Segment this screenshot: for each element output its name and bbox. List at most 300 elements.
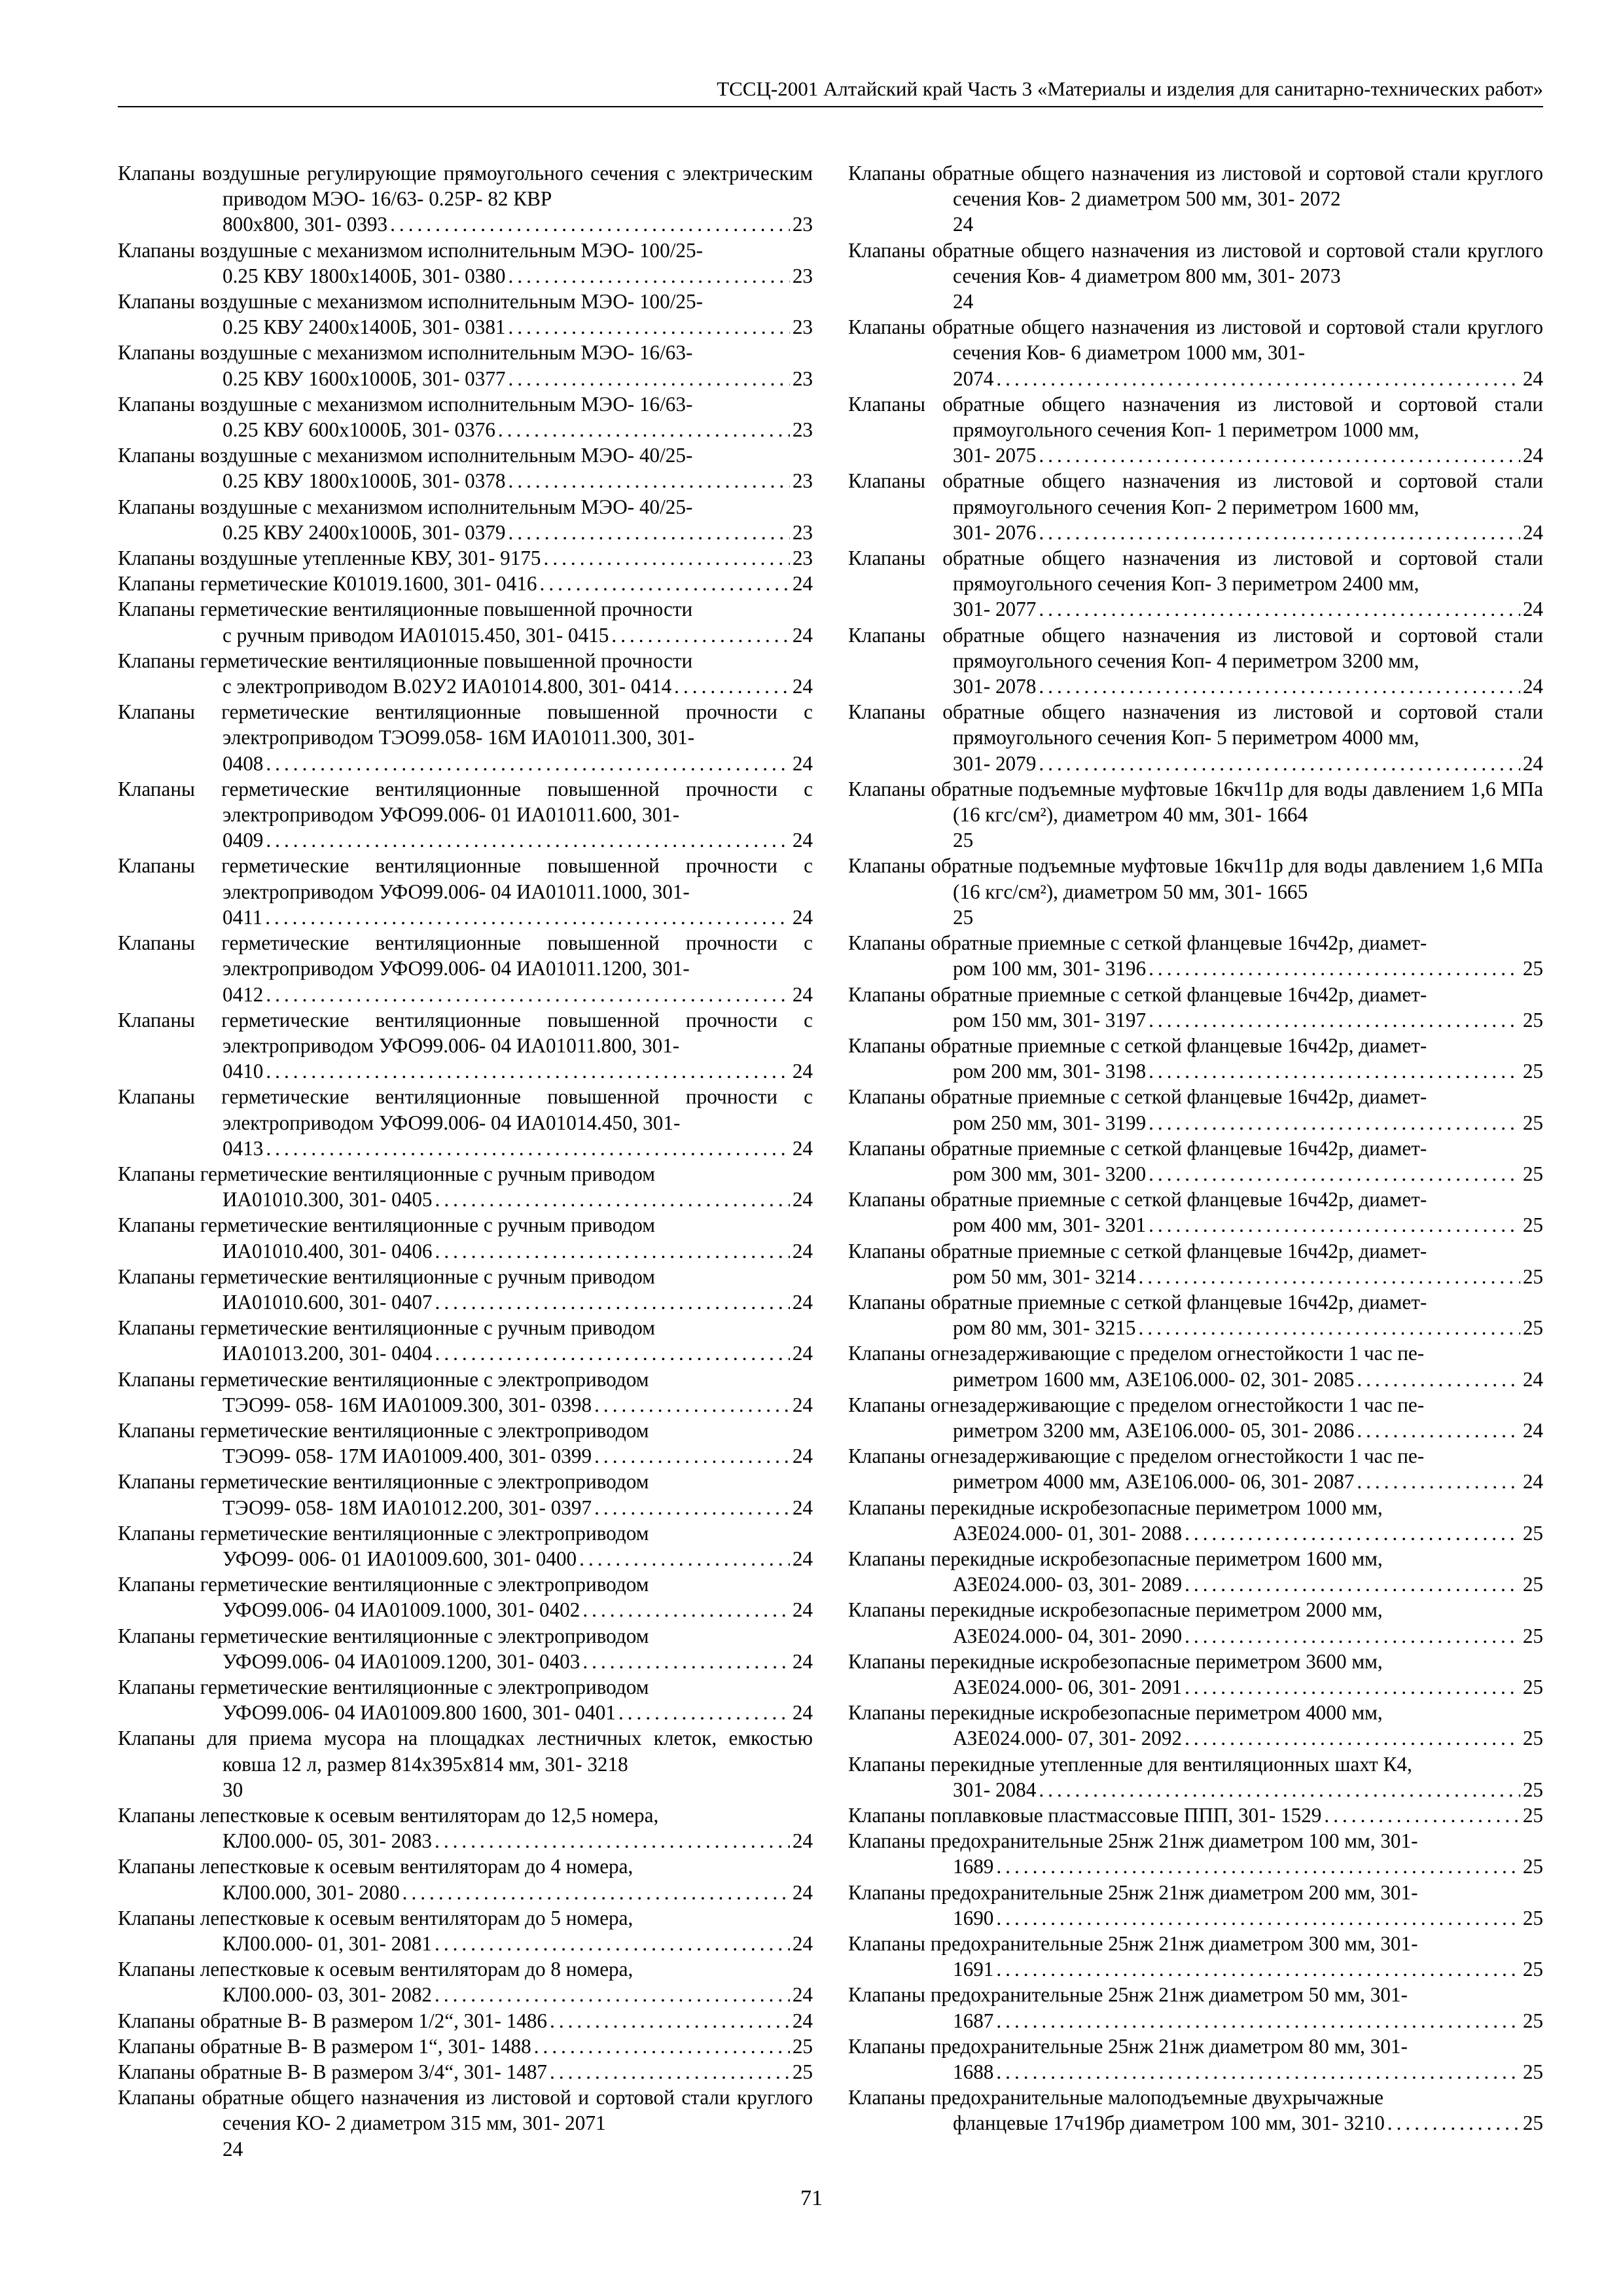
entry-page-number: 25 bbox=[1522, 1855, 1543, 1878]
entry-text: Клапаны герметические вентиляционные с электроприводом bbox=[118, 1675, 649, 1698]
dot-leader bbox=[1185, 1520, 1520, 1546]
dot-leader bbox=[1357, 1469, 1520, 1494]
entry-text: Клапаны обратные общего назначения из листовой и сортовой стали круглого сечения Ков- 6 диаметром 1000 мм, 301- bbox=[848, 315, 1543, 365]
entry-text: Клапаны герметические вентиляционные с электроприводом bbox=[118, 1521, 649, 1545]
entry-text-tail: КЛ00.000- 05, 301- 2083 bbox=[223, 1829, 433, 1853]
dot-leader bbox=[996, 2008, 1520, 2034]
entry-text: Клапаны предохранительные 25нж 21нж диаметром 50 мм, 301- bbox=[848, 1983, 1408, 2007]
entry-text: Клапаны герметические вентиляционные повышенной прочности с электроприводом УФО99.006- 04 ИА01011.800, 301- bbox=[118, 1008, 813, 1057]
entry-text-tail: 1689 bbox=[953, 1855, 994, 1878]
entry-page-number: 24 bbox=[1522, 520, 1543, 544]
entry-text-tail: 0.25 КВУ 600х1000Б, 301- 0376 bbox=[223, 418, 495, 442]
entry-page-number: 24 bbox=[953, 290, 974, 314]
dot-leader bbox=[1139, 1264, 1520, 1289]
index-entry bbox=[118, 776, 813, 853]
index-entry bbox=[118, 1469, 813, 1520]
entry-text: Клапаны огнезадерживающие с пределом огнестойкости 1 час пе- bbox=[848, 1393, 1425, 1416]
entry-text: Клапаны обратные приемные с сеткой фланцевые 16ч42р, диамет- bbox=[848, 1136, 1427, 1160]
entry-text: Клапаны герметические вентиляционные с электроприводом bbox=[118, 1573, 649, 1596]
dot-leader bbox=[674, 673, 790, 699]
entry-text-tail: 301- 2084 bbox=[953, 1778, 1037, 1801]
index-entry bbox=[848, 2085, 1543, 2136]
entry-text: Клапаны воздушные с механизмом исполнительным МЭО- 40/25- bbox=[118, 495, 693, 518]
entry-text-tail: УФО99- 006- 01 ИА01009.600, 301- 0400 bbox=[223, 1547, 577, 1570]
entry-text-tail: ром 150 мм, 301- 3197 bbox=[953, 1008, 1147, 1031]
entry-text-tail: риметром 4000 мм, АЗЕ106.000- 06, 301- 2087 bbox=[953, 1470, 1355, 1494]
entry-page-number: 30 bbox=[223, 1778, 243, 1801]
entry-page-number: 24 bbox=[1522, 367, 1543, 390]
dot-leader bbox=[265, 905, 790, 930]
index-entry bbox=[848, 699, 1543, 776]
dot-leader bbox=[594, 1392, 790, 1418]
dot-leader bbox=[1357, 1367, 1520, 1392]
entry-page-number: 24 bbox=[792, 1932, 813, 1956]
index-entry bbox=[848, 982, 1543, 1033]
entry-page-number: 24 bbox=[792, 1342, 813, 1365]
entry-page-number: 23 bbox=[792, 418, 813, 442]
entry-text: Клапаны герметические вентиляционные с электроприводом bbox=[118, 1470, 649, 1494]
entry-page-number: 24 bbox=[792, 1393, 813, 1416]
index-entry bbox=[848, 160, 1543, 238]
dot-leader bbox=[1039, 442, 1520, 468]
entry-text-tail: АЗЕ024.000- 06, 301- 2091 bbox=[953, 1675, 1183, 1698]
entry-text: Клапаны обратные подъемные муфтовые 16кч11р для воды давлением 1,6 МПа (16 кгс/см²), диаметром 40 мм, 301- 1664 bbox=[848, 777, 1543, 827]
dot-leader bbox=[618, 1700, 790, 1725]
page-number: 71 bbox=[800, 2186, 823, 2210]
dot-leader bbox=[1185, 1725, 1520, 1751]
dot-leader bbox=[390, 211, 790, 237]
entry-text: Клапаны обратные общего назначения из листовой и сортовой стали круглого сечения Ков- 4 диаметром 800 мм, 301- 2073 bbox=[848, 238, 1543, 287]
entry-text-tail: 0410 bbox=[223, 1060, 264, 1083]
entry-text-tail: фланцевые 17ч19бр диаметром 100 мм, 301- 3210 bbox=[953, 2111, 1385, 2135]
entry-page-number: 25 bbox=[1522, 1162, 1543, 1185]
dot-leader bbox=[266, 827, 789, 853]
dot-leader bbox=[435, 1187, 790, 1212]
entry-text: Клапаны воздушные регулирующие прямоугольного сечения с электрическим приводом МЭО- 16/63- 0.25Р- 82 КВР bbox=[118, 162, 813, 211]
index-entry bbox=[118, 494, 813, 545]
entry-text: Клапаны перекидные искробезопасные периметром 4000 мм, bbox=[848, 1701, 1383, 1725]
entry-page-number: 24 bbox=[792, 1880, 813, 1904]
page-header bbox=[118, 71, 1543, 107]
index-entry bbox=[118, 930, 813, 1007]
entry-text: Клапаны предохранительные 25нж 21нж диаметром 200 мм, 301- bbox=[848, 1880, 1418, 1904]
dot-leader bbox=[544, 545, 790, 571]
entry-text: Клапаны обратные общего назначения из листовой и сортовой стали прямоугольного сечения Коп- 5 периметром 4000 мм, bbox=[848, 700, 1543, 749]
index-entry bbox=[848, 1649, 1543, 1700]
entry-page-number: 25 bbox=[1522, 1727, 1543, 1750]
entry-text-tail: Клапаны обратные В- В размером 1“, 301- 1488 bbox=[118, 2034, 531, 2058]
entry-text: Клапаны для приема мусора на площадках лестничных клеток, емкостью ковша 12 л, размер 814х395х814 мм, 301- 3218 bbox=[118, 1727, 813, 1776]
dot-leader bbox=[582, 1597, 789, 1623]
entry-page-number: 25 bbox=[1522, 2111, 1543, 2135]
index-entry bbox=[848, 1880, 1543, 1931]
dot-leader bbox=[996, 1905, 1520, 1931]
entry-text-tail: риметром 1600 мм, АЗЕ106.000- 02, 301- 2085 bbox=[953, 1367, 1355, 1391]
dot-leader bbox=[594, 1495, 790, 1520]
entry-text: Клапаны герметические вентиляционные повышенной прочности с электроприводом УФО99.006- 04 ИА01011.1000, 301- bbox=[118, 854, 813, 903]
entry-text: Клапаны перекидные искробезопасные периметром 1600 мм, bbox=[848, 1547, 1383, 1570]
index-entry bbox=[848, 622, 1543, 700]
entry-page-number: 24 bbox=[1522, 1470, 1543, 1494]
entry-text: Клапаны обратные общего назначения из листовой и сортовой стали круглого сечения Ков- 2 диаметром 500 мм, 301- 2072 bbox=[848, 162, 1543, 211]
entry-text-tail: АЗЕ024.000- 04, 301- 2090 bbox=[953, 1624, 1183, 1647]
index-entry bbox=[118, 2085, 813, 2162]
index-entry bbox=[118, 391, 813, 442]
entry-page-number: 25 bbox=[1522, 1675, 1543, 1698]
entry-page-number: 24 bbox=[792, 1060, 813, 1083]
entry-text-tail: с ручным приводом ИА01015.450, 301- 0415 bbox=[223, 623, 609, 647]
entry-page-number: 25 bbox=[1522, 1316, 1543, 1340]
entry-text: Клапаны предохранительные 25нж 21нж диаметром 100 мм, 301- bbox=[848, 1829, 1418, 1853]
dot-leader bbox=[435, 1828, 790, 1854]
dot-leader bbox=[550, 2008, 790, 2034]
index-entry bbox=[848, 1289, 1543, 1340]
entry-text: Клапаны герметические вентиляционные с ручным приводом bbox=[118, 1316, 655, 1340]
entry-text: Клапаны герметические вентиляционные с электроприводом bbox=[118, 1367, 649, 1391]
entry-text: Клапаны герметические вентиляционные повышенной прочности bbox=[118, 649, 693, 672]
dot-leader bbox=[996, 1956, 1520, 1982]
dot-leader bbox=[611, 622, 789, 648]
entry-text: Клапаны лепестковые к осевым вентиляторам до 4 номера, bbox=[118, 1855, 633, 1878]
index-entry bbox=[118, 1674, 813, 1725]
entry-text: Клапаны обратные общего назначения из листовой и сортовой стали прямоугольного сечения Коп- 3 периметром 2400 мм, bbox=[848, 547, 1543, 596]
entry-page-number: 25 bbox=[1522, 1624, 1543, 1647]
entry-text-tail: 800х800, 301- 0393 bbox=[223, 213, 388, 236]
entry-page-number: 24 bbox=[792, 982, 813, 1006]
entry-text-tail: КЛ00.000- 03, 301- 2082 bbox=[223, 1983, 433, 2007]
entry-text-tail: ТЭО99- 058- 18М ИА01012.200, 301- 0397 bbox=[223, 1496, 592, 1519]
dot-leader bbox=[579, 1546, 790, 1571]
dot-leader bbox=[266, 751, 789, 776]
entry-text: Клапаны воздушные с механизмом исполнительным МЭО- 16/63- bbox=[118, 392, 693, 416]
index-column-right bbox=[848, 160, 1543, 2136]
entry-page-number: 25 bbox=[1522, 1573, 1543, 1596]
entry-text-tail: ром 100 мм, 301- 3196 bbox=[953, 957, 1147, 980]
dot-leader bbox=[435, 1982, 790, 2007]
entry-text: Клапаны герметические вентиляционные с электроприводом bbox=[118, 1624, 649, 1647]
entry-text-tail: КЛ00.000- 01, 301- 2081 bbox=[223, 1932, 433, 1956]
entry-text-tail: 1687 bbox=[953, 2009, 994, 2032]
dot-leader bbox=[1324, 1803, 1520, 1828]
dot-leader bbox=[996, 2059, 1520, 2085]
entry-text: Клапаны герметические вентиляционные с ручным приводом bbox=[118, 1265, 655, 1288]
entry-text: Клапаны герметические вентиляционные с электроприводом bbox=[118, 1418, 649, 1442]
entry-text: Клапаны обратные приемные с сеткой фланцевые 16ч42р, диамет- bbox=[848, 1085, 1427, 1109]
index-entry bbox=[118, 1418, 813, 1469]
dot-leader bbox=[996, 366, 1520, 391]
entry-page-number: 25 bbox=[1522, 957, 1543, 980]
entry-text-tail: Клапаны обратные В- В размером 3/4“, 301- 1487 bbox=[118, 2060, 548, 2084]
index-entry bbox=[118, 1161, 813, 1212]
dot-leader bbox=[1039, 596, 1520, 622]
entry-text: Клапаны воздушные с механизмом исполнительным МЭО- 100/25- bbox=[118, 290, 703, 314]
entry-page-number: 25 bbox=[1522, 1008, 1543, 1031]
entry-page-number: 24 bbox=[792, 1496, 813, 1519]
dot-leader bbox=[266, 1136, 789, 1161]
entry-text-tail: ИА01010.400, 301- 0406 bbox=[223, 1239, 433, 1263]
entry-page-number: 24 bbox=[792, 623, 813, 647]
index-entry bbox=[848, 1751, 1543, 1803]
index-entry bbox=[848, 1340, 1543, 1391]
index-entry bbox=[848, 1187, 1543, 1238]
dot-leader bbox=[534, 2034, 790, 2059]
entry-text: Клапаны предохранительные малоподъемные двухрычажные bbox=[848, 2086, 1383, 2109]
entry-page-number: 24 bbox=[792, 572, 813, 596]
entry-page-number: 23 bbox=[792, 547, 813, 570]
index-entry bbox=[848, 1931, 1543, 1982]
entry-page-number: 24 bbox=[1522, 444, 1543, 467]
entry-text: Клапаны обратные общего назначения из листовой и сортовой стали круглого сечения КО- 2 диаметром 315 мм, 301- 2071 bbox=[118, 2086, 813, 2135]
entry-page-number: 25 bbox=[792, 2034, 813, 2058]
entry-text-tail: риметром 3200 мм, АЗЕ106.000- 05, 301- 2086 bbox=[953, 1418, 1355, 1442]
dot-leader bbox=[498, 417, 790, 442]
entry-text: Клапаны обратные приемные с сеткой фланцевые 16ч42р, диамет- bbox=[848, 1188, 1427, 1211]
entry-text-tail: КЛ00.000, 301- 2080 bbox=[223, 1880, 400, 1904]
entry-page-number: 24 bbox=[953, 213, 974, 236]
dot-leader bbox=[435, 1340, 790, 1366]
entry-text-tail: УФО99.006- 04 ИА01009.1200, 301- 0403 bbox=[223, 1649, 580, 1673]
dot-leader bbox=[508, 263, 790, 289]
index-entry bbox=[118, 1084, 813, 1161]
index-entry bbox=[848, 853, 1543, 930]
dot-leader bbox=[435, 1238, 790, 1264]
entry-page-number: 24 bbox=[792, 1547, 813, 1570]
entry-text-tail: ИА01013.200, 301- 0404 bbox=[223, 1342, 433, 1365]
entry-page-number: 25 bbox=[1522, 1111, 1543, 1134]
entry-text-tail: 2074 bbox=[953, 367, 994, 390]
dot-leader bbox=[435, 1289, 790, 1315]
index-entry bbox=[118, 1803, 813, 1854]
index-entry bbox=[118, 1623, 813, 1674]
index-entry bbox=[848, 314, 1543, 391]
index-entry bbox=[118, 1315, 813, 1366]
entry-page-number: 24 bbox=[792, 1598, 813, 1622]
index-entry bbox=[848, 1136, 1543, 1187]
entry-text-tail: 301- 2078 bbox=[953, 675, 1037, 698]
entry-page-number: 24 bbox=[792, 1188, 813, 1211]
entry-page-number: 24 bbox=[792, 1444, 813, 1468]
entry-text: Клапаны обратные приемные с сеткой фланцевые 16ч42р, диамет- bbox=[848, 931, 1427, 955]
entry-page-number: 24 bbox=[223, 2137, 243, 2161]
dot-leader bbox=[1039, 1777, 1520, 1803]
index-entry bbox=[848, 930, 1543, 981]
dot-leader bbox=[1139, 1315, 1520, 1340]
entry-text: Клапаны предохранительные 25нж 21нж диаметром 80 мм, 301- bbox=[848, 2034, 1408, 2058]
entry-page-number: 24 bbox=[792, 1829, 813, 1853]
entry-text: Клапаны герметические вентиляционные повышенной прочности с электроприводом ТЭО99.058- 16М ИА01011.300, 301- bbox=[118, 700, 813, 749]
entry-text: Клапаны огнезадерживающие с пределом огнестойкости 1 час пе- bbox=[848, 1342, 1425, 1365]
entry-text: Клапаны обратные общего назначения из листовой и сортовой стали прямоугольного сечения Коп- 1 периметром 1000 мм, bbox=[848, 392, 1543, 442]
entry-page-number: 24 bbox=[1522, 1367, 1543, 1391]
entry-text-tail: Клапаны воздушные утепленные КВУ, 301- 9175 bbox=[118, 547, 541, 570]
entry-text: Клапаны воздушные с механизмом исполнительным МЭО- 100/25- bbox=[118, 238, 703, 262]
entry-text: Клапаны перекидные искробезопасные периметром 3600 мм, bbox=[848, 1649, 1383, 1673]
entry-text-tail: Клапаны герметические К01019.1600, 301- 0416 bbox=[118, 572, 537, 596]
index-entry bbox=[848, 1495, 1543, 1546]
index-entry bbox=[118, 340, 813, 391]
entry-text: Клапаны обратные приемные с сеткой фланцевые 16ч42р, диамет- bbox=[848, 982, 1427, 1006]
entry-text-tail: 301- 2075 bbox=[953, 444, 1037, 467]
entry-text-tail: 1690 bbox=[953, 1906, 994, 1929]
entry-text-tail: АЗЕ024.000- 07, 301- 2092 bbox=[953, 1727, 1183, 1750]
entry-text-tail: ром 250 мм, 301- 3199 bbox=[953, 1111, 1147, 1134]
entry-page-number: 25 bbox=[1522, 2060, 1543, 2084]
index-entry bbox=[118, 1007, 813, 1085]
entry-text-tail: 0412 bbox=[223, 982, 264, 1006]
index-entry bbox=[848, 2034, 1543, 2085]
entry-text-tail: 0.25 КВУ 2400х1000Б, 301- 0379 bbox=[223, 520, 506, 544]
entry-text-tail: с электроприводом В.02У2 ИА01014.800, 301- 0414 bbox=[223, 675, 672, 698]
dot-leader bbox=[1357, 1418, 1520, 1443]
entry-page-number: 24 bbox=[792, 1136, 813, 1160]
entry-page-number: 23 bbox=[792, 367, 813, 390]
entry-text: Клапаны лепестковые к осевым вентиляторам до 12,5 номера, bbox=[118, 1804, 659, 1827]
index-entry bbox=[848, 1443, 1543, 1494]
entry-text-tail: ИА01010.300, 301- 0405 bbox=[223, 1188, 433, 1211]
dot-leader bbox=[1387, 2110, 1520, 2136]
index-entry bbox=[118, 1905, 813, 1956]
entry-text-tail: 0.25 КВУ 1800х1000Б, 301- 0378 bbox=[223, 469, 506, 493]
entry-text: Клапаны обратные подъемные муфтовые 16кч11р для воды давлением 1,6 МПа (16 кгс/см²), диаметром 50 мм, 301- 1665 bbox=[848, 854, 1543, 903]
index-entry bbox=[848, 1033, 1543, 1084]
entry-text-tail: 1688 bbox=[953, 2060, 994, 2084]
dot-leader bbox=[1185, 1674, 1520, 1700]
entry-text: Клапаны герметические вентиляционные повышенной прочности bbox=[118, 598, 693, 621]
index-entry bbox=[848, 391, 1543, 469]
dot-leader bbox=[1039, 751, 1520, 776]
entry-page-number: 24 bbox=[792, 751, 813, 775]
entry-page-number: 24 bbox=[1522, 598, 1543, 621]
entry-page-number: 23 bbox=[792, 469, 813, 493]
dot-leader bbox=[1149, 956, 1520, 981]
entry-text: Клапаны перекидные искробезопасные периметром 2000 мм, bbox=[848, 1598, 1383, 1622]
index-entry bbox=[118, 442, 813, 493]
entry-page-number: 24 bbox=[792, 905, 813, 929]
entry-text: Клапаны предохранительные 25нж 21нж диаметром 300 мм, 301- bbox=[848, 1932, 1418, 1956]
index-entry bbox=[848, 1546, 1543, 1597]
entry-page-number: 25 bbox=[1522, 1521, 1543, 1545]
dot-leader bbox=[540, 571, 790, 596]
entry-page-number: 24 bbox=[792, 675, 813, 698]
entry-text-tail: УФО99.006- 04 ИА01009.800 1600, 301- 0401 bbox=[223, 1701, 616, 1725]
index-entry bbox=[118, 289, 813, 340]
index-entry bbox=[118, 853, 813, 930]
entry-text: Клапаны обратные приемные с сеткой фланцевые 16ч42р, диамет- bbox=[848, 1290, 1427, 1314]
entry-text-tail: ром 80 мм, 301- 3215 bbox=[953, 1316, 1136, 1340]
entry-text-tail: 301- 2077 bbox=[953, 598, 1037, 621]
dot-leader bbox=[508, 366, 790, 391]
entry-text: Клапаны герметические вентиляционные с ручным приводом bbox=[118, 1162, 655, 1185]
entry-page-number: 24 bbox=[792, 1290, 813, 1314]
index-entry bbox=[848, 238, 1543, 315]
entry-page-number: 25 bbox=[1522, 2009, 1543, 2032]
index-entry bbox=[848, 776, 1543, 853]
index-entry bbox=[118, 238, 813, 289]
dot-leader bbox=[1185, 1571, 1520, 1597]
entry-page-number: 25 bbox=[1522, 1265, 1543, 1288]
entry-text: Клапаны воздушные с механизмом исполнительным МЭО- 40/25- bbox=[118, 444, 693, 467]
index-entry bbox=[118, 648, 813, 699]
entry-text-tail: ром 300 мм, 301- 3200 bbox=[953, 1162, 1147, 1185]
entry-page-number: 24 bbox=[792, 1701, 813, 1725]
index-entry bbox=[848, 545, 1543, 622]
entry-text: Клапаны воздушные с механизмом исполнительным МЭО- 16/63- bbox=[118, 341, 693, 365]
dot-leader bbox=[1149, 1058, 1520, 1084]
entry-page-number: 25 bbox=[953, 905, 974, 929]
entry-text: Клапаны лепестковые к осевым вентиляторам до 8 номера, bbox=[118, 1958, 633, 1981]
entry-text-tail: ром 50 мм, 301- 3214 bbox=[953, 1265, 1136, 1288]
index-entry bbox=[848, 1982, 1543, 2033]
index-entry bbox=[118, 1367, 813, 1418]
dot-leader bbox=[1039, 673, 1520, 699]
entry-page-number: 24 bbox=[792, 1239, 813, 1263]
entry-page-number: 25 bbox=[792, 2060, 813, 2084]
index-entry bbox=[118, 596, 813, 647]
entry-text: Клапаны герметические вентиляционные повышенной прочности с электроприводом УФО99.006- 04 ИА01014.450, 301- bbox=[118, 1085, 813, 1134]
entry-page-number: 25 bbox=[953, 829, 974, 852]
index-entry bbox=[118, 160, 813, 238]
dot-leader bbox=[1149, 1212, 1520, 1238]
dot-leader bbox=[508, 520, 790, 545]
index-entry bbox=[118, 1520, 813, 1571]
entry-text-tail: ИА01010.600, 301- 0407 bbox=[223, 1290, 433, 1314]
entry-text: Клапаны лепестковые к осевым вентиляторам до 5 номера, bbox=[118, 1906, 633, 1929]
entry-page-number: 24 bbox=[792, 1649, 813, 1673]
entry-text-tail: 0411 bbox=[223, 905, 263, 929]
dot-leader bbox=[266, 1058, 789, 1084]
entry-page-number: 25 bbox=[1522, 1778, 1543, 1801]
entry-page-number: 23 bbox=[792, 520, 813, 544]
entry-page-number: 25 bbox=[1522, 1906, 1543, 1929]
index-entry bbox=[848, 468, 1543, 545]
entry-text: Клапаны герметические вентиляционные с ручным приводом bbox=[118, 1213, 655, 1237]
entry-text-tail: 0.25 КВУ 1800х1400Б, 301- 0380 bbox=[223, 264, 506, 287]
entry-text-tail: 301- 2079 bbox=[953, 751, 1037, 775]
index-entry bbox=[848, 1700, 1543, 1751]
dot-leader bbox=[508, 468, 790, 493]
entry-text: Клапаны герметические вентиляционные повышенной прочности с электроприводом УФО99.006- 04 ИА01011.1200, 301- bbox=[118, 931, 813, 980]
entry-text: Клапаны обратные общего назначения из листовой и сортовой стали прямоугольного сечения Коп- 2 периметром 1600 мм, bbox=[848, 469, 1543, 518]
entry-text-tail: АЗЕ024.000- 01, 301- 2088 bbox=[953, 1521, 1183, 1545]
entry-page-number: 23 bbox=[792, 213, 813, 236]
entry-page-number: 24 bbox=[792, 2009, 813, 2032]
index-entry bbox=[118, 2059, 813, 2085]
entry-text-tail: Клапаны обратные В- В размером 1/2“, 301- 1486 bbox=[118, 2009, 548, 2032]
entry-page-number: 25 bbox=[1522, 1958, 1543, 1981]
entry-page-number: 24 bbox=[1522, 675, 1543, 698]
entry-page-number: 25 bbox=[1522, 1060, 1543, 1083]
index-column-left bbox=[118, 160, 813, 2162]
dot-leader bbox=[996, 1854, 1520, 1879]
entry-text-tail: 0.25 КВУ 1600х1000Б, 301- 0377 bbox=[223, 367, 506, 390]
entry-page-number: 23 bbox=[792, 264, 813, 287]
dot-leader bbox=[1185, 1623, 1520, 1649]
entry-text: Клапаны перекидные утепленные для вентиляционных шахт К4, bbox=[848, 1752, 1412, 1776]
entry-page-number: 24 bbox=[1522, 751, 1543, 775]
entry-text-tail: 0413 bbox=[223, 1136, 264, 1160]
dot-leader bbox=[1149, 1007, 1520, 1033]
index-entry bbox=[848, 1238, 1543, 1289]
entry-text-tail: 0.25 КВУ 2400х1400Б, 301- 0381 bbox=[223, 315, 506, 339]
dot-leader bbox=[550, 2059, 790, 2085]
entry-text: Клапаны герметические вентиляционные повышенной прочности с электроприводом УФО99.006- 01 ИА01011.600, 301- bbox=[118, 777, 813, 827]
entry-text: Клапаны обратные приемные с сеткой фланцевые 16ч42р, диамет- bbox=[848, 1239, 1427, 1263]
entry-text-tail: Клапаны поплавковые пластмассовые ППП, 301- 1529 bbox=[848, 1804, 1322, 1827]
index-entry bbox=[118, 699, 813, 776]
dot-leader bbox=[402, 1880, 790, 1905]
entry-text-tail: 0409 bbox=[223, 829, 264, 852]
dot-leader bbox=[1039, 520, 1520, 545]
